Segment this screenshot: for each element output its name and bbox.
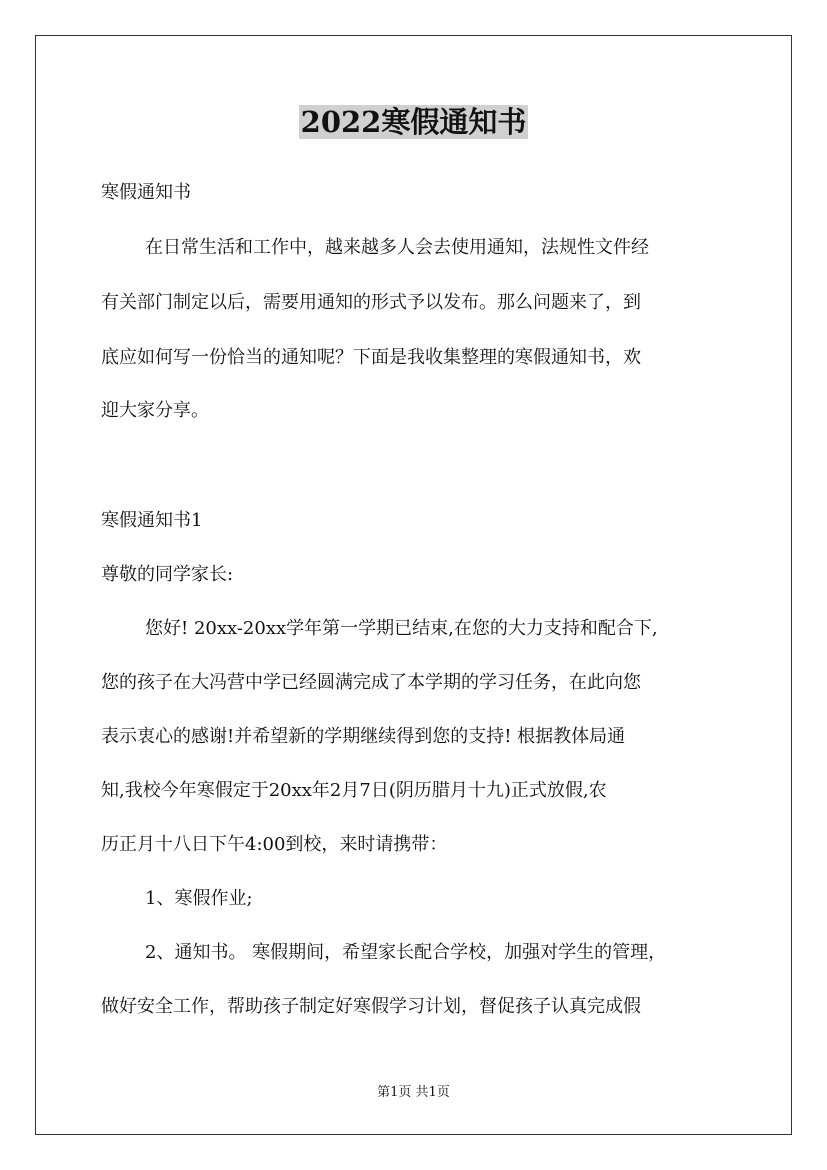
- document-title-text: 2022寒假通知书: [300, 105, 527, 139]
- paragraph-line: 您好! 20xx-20xx学年第一学期已结束,在您的大力支持和配合下,: [145, 618, 658, 639]
- paragraph-line: 底应如何写一份恰当的通知呢？下面是我收集整理的寒假通知书，欢: [101, 347, 641, 368]
- salutation: 尊敬的同学家长:: [101, 564, 234, 585]
- section-heading: 寒假通知书1: [101, 510, 203, 531]
- paragraph-line: 知,我校今年寒假定于20xx年2月7日(阴历腊月十九)正式放假,农: [101, 780, 607, 801]
- paragraph-line: 历正月十八日下午4:00到校，来时请携带：: [101, 834, 448, 855]
- section-heading: 寒假通知书: [101, 182, 191, 203]
- paragraph-line: 您的孩子在大冯营中学已经圆满完成了本学期的学习任务，在此向您: [101, 672, 641, 693]
- paragraph-line: 迎大家分享。: [101, 400, 209, 421]
- page-footer: 第1页 共1页: [377, 1085, 450, 1100]
- paragraph-line: 在日常生活和工作中，越来越多人会去使用通知，法规性文件经: [145, 237, 649, 258]
- paragraph-line: 有关部门制定以后，需要用通知的形式予以发布。那么问题来了，到: [101, 292, 641, 313]
- paragraph-line: 做好安全工作，帮助孩子制定好寒假学习计划，督促孩子认真完成假: [101, 996, 641, 1017]
- paragraph-line: 表示衷心的感谢!并希望新的学期继续得到您的支持! 根据教体局通: [101, 726, 626, 747]
- list-item: 2、通知书。 寒假期间，希望家长配合学校，加强对学生的管理，: [145, 942, 667, 963]
- list-item: 1、寒假作业;: [145, 888, 253, 909]
- document-title: [0, 102, 827, 142]
